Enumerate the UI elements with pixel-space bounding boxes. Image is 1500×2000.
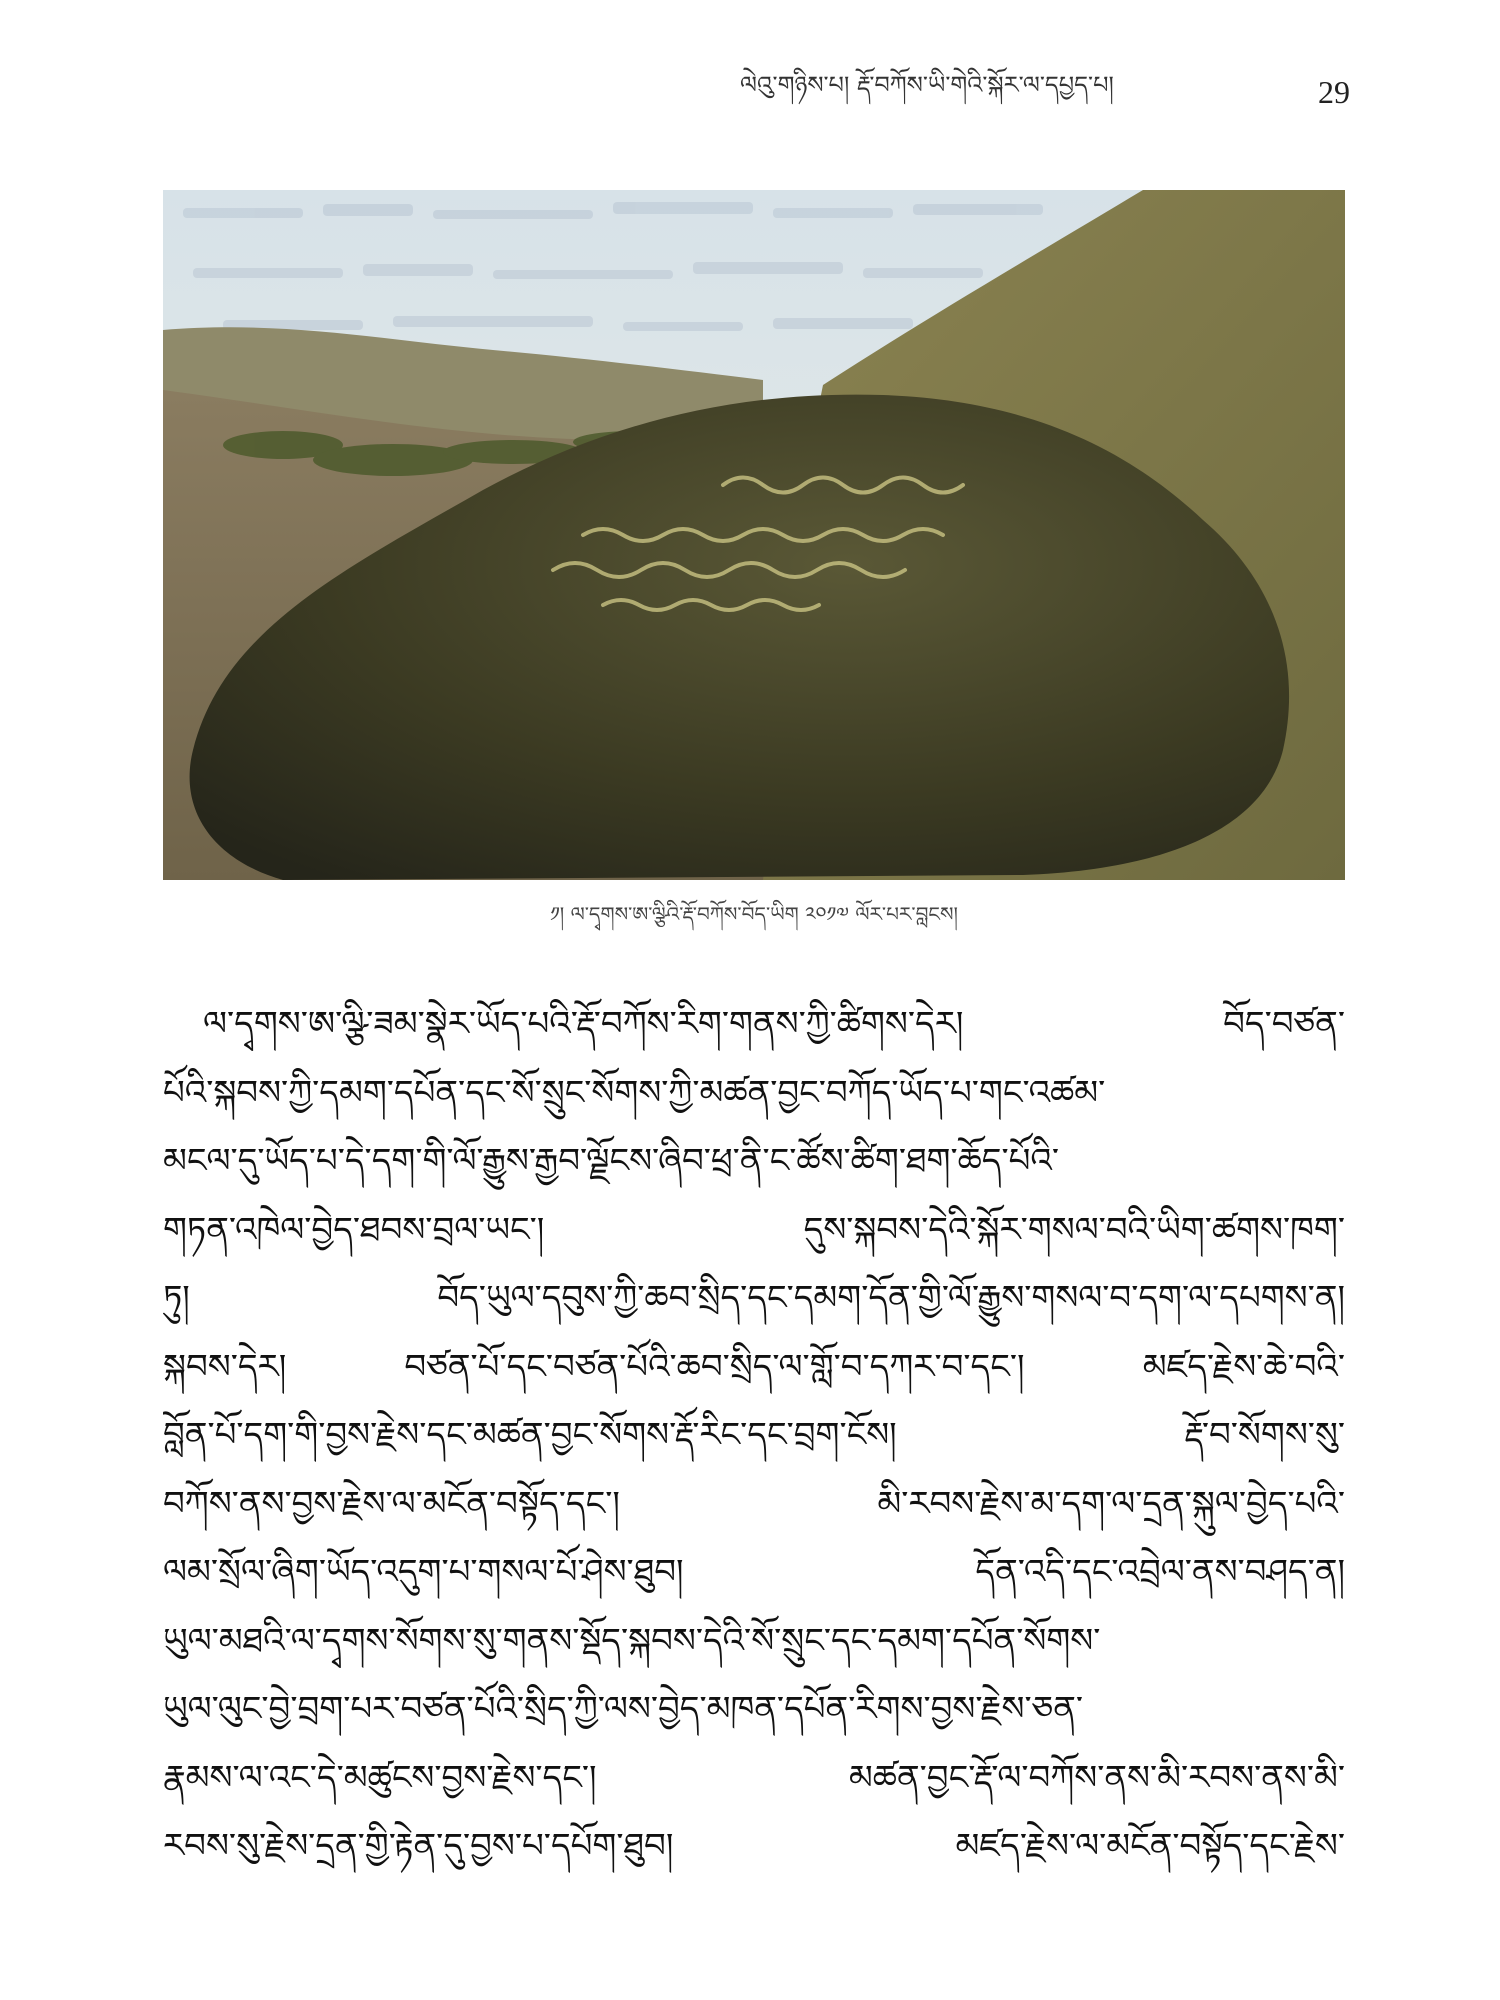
boulder-photograph bbox=[163, 190, 1345, 880]
text-line: ཡུལ་མཐའི་ལ་དྭགས་སོགས་སུ་གནས་སྡོད་སྐབས་དེའི་སོ་སྲུང་དང་དམག་དཔོན་སོགས་ bbox=[163, 1620, 1101, 1661]
text-line: བློན་པོ་དག་གི་བྱས་རྗེས་དང་མཚན་བྱང་སོགས་རྡོ་རིང་དང་བྲག་ངོས། རྡོ་བ་སོགས་སུ་ bbox=[163, 1415, 1345, 1455]
text-line: སྐབས་དེར། བཙན་པོ་དང་བཙན་པོའི་ཆབ་སྲིད་ལ་གློ་བ་དཀར་བ་དང་། མཛད་རྗེས་ཆེ་བའི་ bbox=[163, 1346, 1345, 1387]
text-line: ལམ་སྲོལ་ཞིག་ཡོད་འདུག་པ་གསལ་པོ་ཤེས་ཐུབ། དོན་འདི་དང་འབྲེལ་ནས་བཤད་ན། bbox=[163, 1552, 1345, 1592]
text-line: མངལ་དུ་ཡོད་པ་དེ་དག་གི་ལོ་རྒྱུས་རྒྱབ་ལྗོངས་ཞིབ་ཕྲ་ནི་ང་ཚོས་ཚིག་ཐག་ཆོད་པོའི་ bbox=[163, 1141, 1059, 1181]
running-header bbox=[740, 62, 1350, 122]
chapter-title: ལེའུ་གཉིས་པ། རྡོ་བཀོས་ཡི་གེའི་སྐོར་ལ་དཔྱད་པ། bbox=[740, 70, 1114, 99]
body-text bbox=[163, 990, 1345, 1881]
text-line: གཏན་འཁེལ་བྱེད་ཐབས་བྲལ་ཡང་། དུས་སྐབས་དེའི་སྐོར་གསལ་བའི་ཡིག་ཚགས་ཁག་ bbox=[163, 1209, 1345, 1250]
text-line: པོའི་སྐབས་ཀྱི་དམག་དཔོན་དང་སོ་སྲུང་སོགས་ཀྱི་མཚན་བྱང་བཀོད་ཡོད་པ་གང་འཚམ་ bbox=[163, 1072, 1106, 1113]
page-number: 29 bbox=[1318, 73, 1350, 110]
text-line: ཏུ། བོད་ཡུལ་དབུས་ཀྱི་ཆབ་སྲིད་དང་དམག་དོན་གྱི་ལོ་རྒྱུས་གསལ་བ་དག་ལ་དཔགས་ན། bbox=[163, 1278, 1345, 1318]
boulder-photo-drawing bbox=[163, 190, 1345, 880]
text-line: རྣམས་ལ་འང་དེ་མཚུངས་བྱས་རྗེས་དང་། མཚན་བྱང་རྡོ་ལ་བཀོས་ནས་མི་རབས་ནས་མི་ bbox=[163, 1757, 1345, 1798]
text-line: ཡུལ་ལུང་བྱེ་བྲག་པར་བཙན་པོའི་སྲིད་ཀྱི་ལས་བྱེད་མཁན་དཔོན་རིགས་བྱས་རྗེས་ཅན་ bbox=[163, 1689, 1084, 1729]
text-line: ལ་དྭགས་ཨ་ལྩི་ཟམ་སྣེར་ཡོད་པའི་རྡོ་བཀོས་རིག་གནས་ཀྱི་ཚིགས་དེར། བོད་བཙན་ bbox=[203, 1004, 1345, 1044]
text-line: བཀོས་ནས་བྱས་རྗེས་ལ་མངོན་བསྟོད་དང་། མི་རབས་རྗེས་མ་དག་ལ་དྲན་སྐུལ་བྱེད་པའི་ bbox=[163, 1483, 1345, 1524]
text-line: རབས་སུ་རྗེས་དྲན་གྱི་རྟེན་དུ་བྱས་པ་དཔོག་ཐུབ། མཛད་རྗེས་ལ་མངོན་བསྟོད་དང་རྗེས་ bbox=[163, 1826, 1345, 1866]
figure-caption: ༡། ལ་དྭགས་ཨ་ལྩིའི་རྡོ་བཀོས་བོད་ཡིག ༢༠༡༧ ལོར་པར་བླངས། bbox=[550, 902, 958, 926]
